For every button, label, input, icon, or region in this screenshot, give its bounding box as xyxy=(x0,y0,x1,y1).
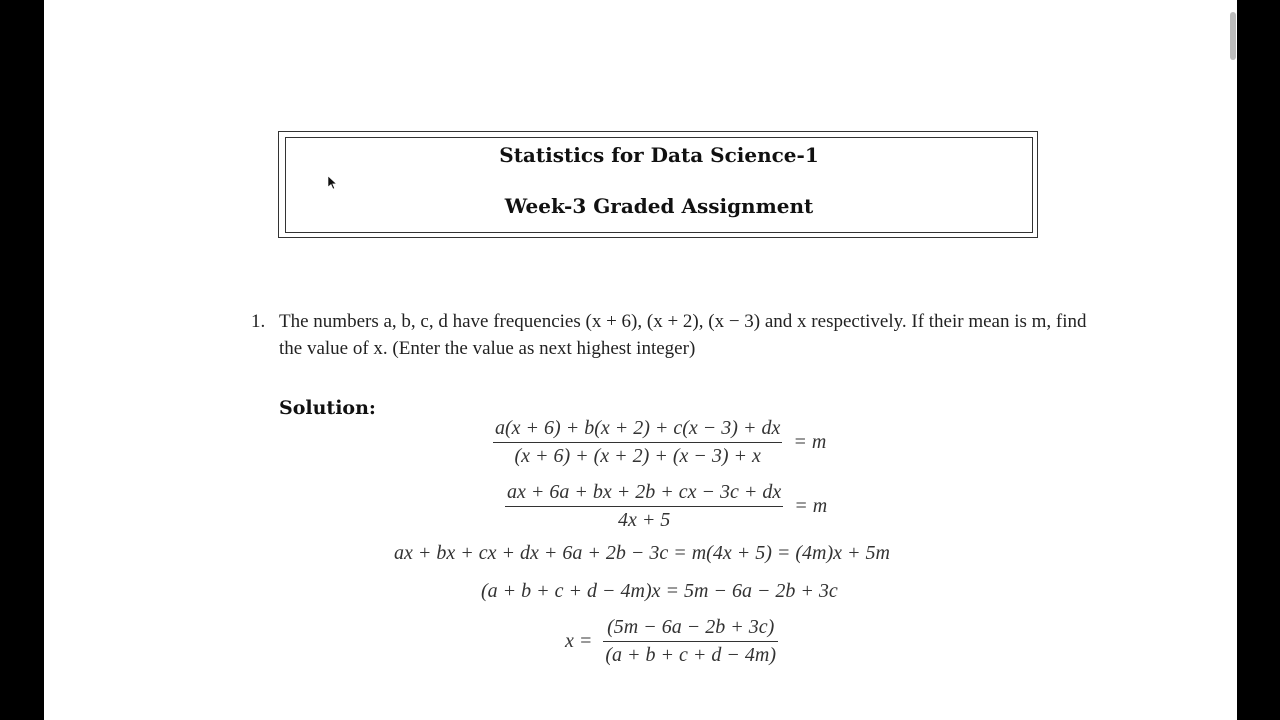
lhs: x = xyxy=(565,630,593,652)
scrollbar-thumb[interactable] xyxy=(1230,12,1236,60)
fraction xyxy=(505,481,783,532)
question-text: The numbers a, b, c, d have frequencies (x + 6), (x + 2), (x − 3) and x respectively. If their mean is m, find the value of x. (Enter the value as next highest integer) xyxy=(279,311,1087,359)
denominator: (x + 6) + (x + 2) + (x − 3) + x xyxy=(514,445,761,467)
assignment-title: Week-3 Graded Assignment xyxy=(504,194,814,218)
numerator: (5m − 6a − 2b + 3c) xyxy=(603,616,778,642)
equation-3: ax + bx + cx + dx + 6a + 2b − 3c = m(4x + 5) = (4m)x + 5m xyxy=(394,542,890,564)
solution-label: Solution: xyxy=(279,397,376,419)
fraction xyxy=(493,417,782,468)
equation-4: (a + b + c + d − 4m)x = 5m − 6a − 2b + 3c xyxy=(481,580,838,602)
document-page xyxy=(44,0,1237,720)
numerator: a(x + 6) + b(x + 2) + c(x − 3) + dx xyxy=(493,417,782,443)
title-box xyxy=(285,137,1033,233)
rhs: = m xyxy=(793,431,827,453)
equation-1 xyxy=(493,417,826,468)
equation-2 xyxy=(505,481,827,532)
fraction xyxy=(603,616,778,667)
rhs: = m xyxy=(794,495,828,517)
denominator: (a + b + c + d − 4m) xyxy=(605,644,776,666)
course-title: Statistics for Data Science-1 xyxy=(499,143,819,167)
question-number: 1. xyxy=(251,311,266,332)
scrollbar-track[interactable] xyxy=(1237,0,1280,720)
denominator: 4x + 5 xyxy=(617,509,671,531)
mouse-pointer-icon xyxy=(328,176,338,190)
equation-5 xyxy=(565,616,778,667)
numerator: ax + 6a + bx + 2b + cx − 3c + dx xyxy=(505,481,783,507)
